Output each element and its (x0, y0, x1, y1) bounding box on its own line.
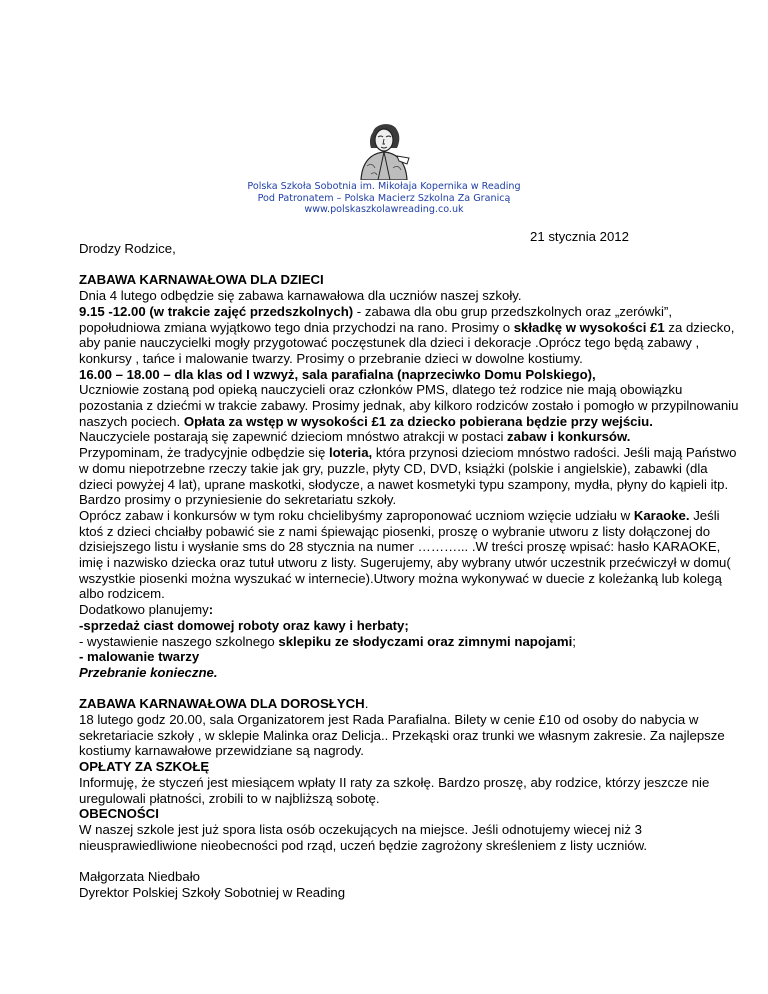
fees-section-title: OPŁATY ZA SZKOŁĘ (79, 759, 210, 775)
school-paragraph: Uczniowie zostaną pod opieką nauczycieli oraz członków PMS, dlatego też rodzice nie mają obowiązku pozostania z dziećmi w trakcie zabawy. Prosimy jednak, aby kilkoro rodziców zostało i pomogło w przypilnowaniu naszych pociech. Opłata za wstęp w wysokości £1 za dziecko pobierana będzie przy wejściu. (79, 382, 739, 429)
kids-intro: Dnia 4 lutego odbędzie się zabawa karnawałowa dla uczniów naszej szkoły. (79, 288, 522, 304)
letter-date: 21 stycznia 2012 (530, 229, 629, 244)
fees-paragraph: Informuję, że styczeń jest miesiącem wpłaty II raty za szkołę. Bardzo proszę, aby rodzice, którzy jeszcze nie uregulowali płatności, zrobili to w najbliższą sobotę. (79, 774, 710, 806)
school-patronage: Pod Patronatem – Polska Macierz Szkolna Za Granicą (257, 192, 511, 204)
karaoke-paragraph: Oprócz zabaw i konkursów w tym roku chcielibyśmy zaproponować uczniom wzięcie udziału w Karaoke. Jeśli ktoś z dzieci chciałby pobawić sie z nami śpiewając piosenki, proszę o wybranie utworu z listy dołączonej do dzisiejszego listu i wysłanie sms do 28 stycznia na numer ………... .W treści proszę wpisać: hasło KARAOKE, imię i nazwisko dziecka oraz tutuł utworu z listy. Sugerujemy, aby wybrany utwór uczestnik przećwiczył w domu( wszystkie piosenki można wyszukać w internecie).Utwory można wykonywać w duecie z koleżanką lub kolegą albo rodzicem. (79, 507, 731, 602)
school-website: www.polskaszkolawreading.co.uk (304, 204, 464, 216)
school-name: Polska Szkoła Sobotnia im. Mikołaja Kopernika w Reading (247, 181, 521, 192)
preschool-paragraph: 9.15 -12.00 (w trakcie zajęć przedszkolnych) - zabawa dla obu grup przedszkolnych oraz „zerówki”, popołudniowa zmiana wyjątkowo tego dnia przychodzi na rano. Prosimy o składkę w wysokości £1 za dziecko, aby panie nauczycielki mogły przygotować poczęstunek dla dzieci i dekoracje .Oprócz tego będą zabawy , konkursy , tańce i malowanie twarzy. Prosimy o przebranie dzieci w dowolne kostiumy. (79, 303, 735, 366)
planned-line: Dodatkowo planujemy: (79, 602, 214, 618)
preschool-time: 9.15 -12.00 (w trakcie zajęć przedszkolnych) (79, 303, 354, 319)
school-header (150, 181, 618, 216)
lottery-paragraph: Przypominam, że tradycyjnie odbędzie się loteria, która przynosi dzieciom mnóstwo radości. Jeśli mają Państwo w domu niepotrzebne rzeczy takie jak gry, puzzle, płyty CD, DVD, książki (polskie i angielskie), zabawki (dla dzieci powyżej 4 lat), uprane maskotki, słodycze, a nawet kosmetyki typu szampony, mydła, płyny do kąpieli itp. Bardzo prosimy o przyniesienie do sekretariatu szkoły. (79, 445, 737, 508)
greeting: Drodzy Rodzice, (79, 241, 176, 256)
planned-item-cakes: -sprzedaż ciast domowej roboty oraz kawy i herbaty; (79, 617, 409, 633)
adults-title-line: ZABAWA KARNAWAŁOWA DLA DOROSŁYCH. (79, 696, 369, 712)
adults-section-title: ZABAWA KARNAWAŁOWA DLA DOROSŁYCH (79, 696, 365, 712)
planned-item-shop: - wystawienie naszego szkolnego sklepiku ze słodyczami oraz zimnymi napojami; (79, 633, 576, 649)
planned-item-facepaint: - malowanie twarzy (79, 649, 200, 665)
costume-required: Przebranie konieczne. (79, 664, 218, 680)
school-time: 16.00 – 18.00 – dla klas od I wzwyż, sala parafialna (naprzeciwko Domu Polskiego), (79, 366, 596, 382)
signature-name: Małgorzata Niedbało (79, 869, 200, 885)
attractions-paragraph: Nauczyciele postarają się zapewnić dzieciom mnóstwo atrakcji w postaci zabaw i konkursów. (79, 429, 631, 445)
entry-fee: Opłata za wstęp w wysokości £1 za dziecko pobierana będzie przy wejściu. (183, 413, 653, 429)
letter-body (79, 241, 739, 900)
signature-role: Dyrektor Polskiej Szkoły Sobotniej w Reading (79, 884, 346, 900)
preschool-fee: składkę w wysokości £1 (513, 319, 665, 335)
adults-paragraph: 18 lutego godz 20.00, sala Organizatorem jest Rada Parafialna. Bilety w cenie £10 od osoby do nabycia w sekretariacie szkoły , w sklepie Malinka oraz Delicja.. Przekąski oraz trunki we własnym zakresie. Za najlepsze kostiumy karnawałowe przewidziane są nagrody. (79, 712, 725, 759)
attendance-paragraph: W naszej szkole jest już spora lista osób oczekujących na miejsce. Jeśli odnotujemy wiecej niż 3 nieusprawiedliwione nieobecności pod rząd, uczeń będzie zagrożony skreśleniem z listy uczniów. (79, 821, 648, 853)
copernicus-portrait-logo (353, 118, 415, 180)
attendance-section-title: OBECNOŚCI (79, 806, 159, 822)
kids-section-title: ZABAWA KARNAWAŁOWA DLA DZIECI (79, 272, 324, 288)
